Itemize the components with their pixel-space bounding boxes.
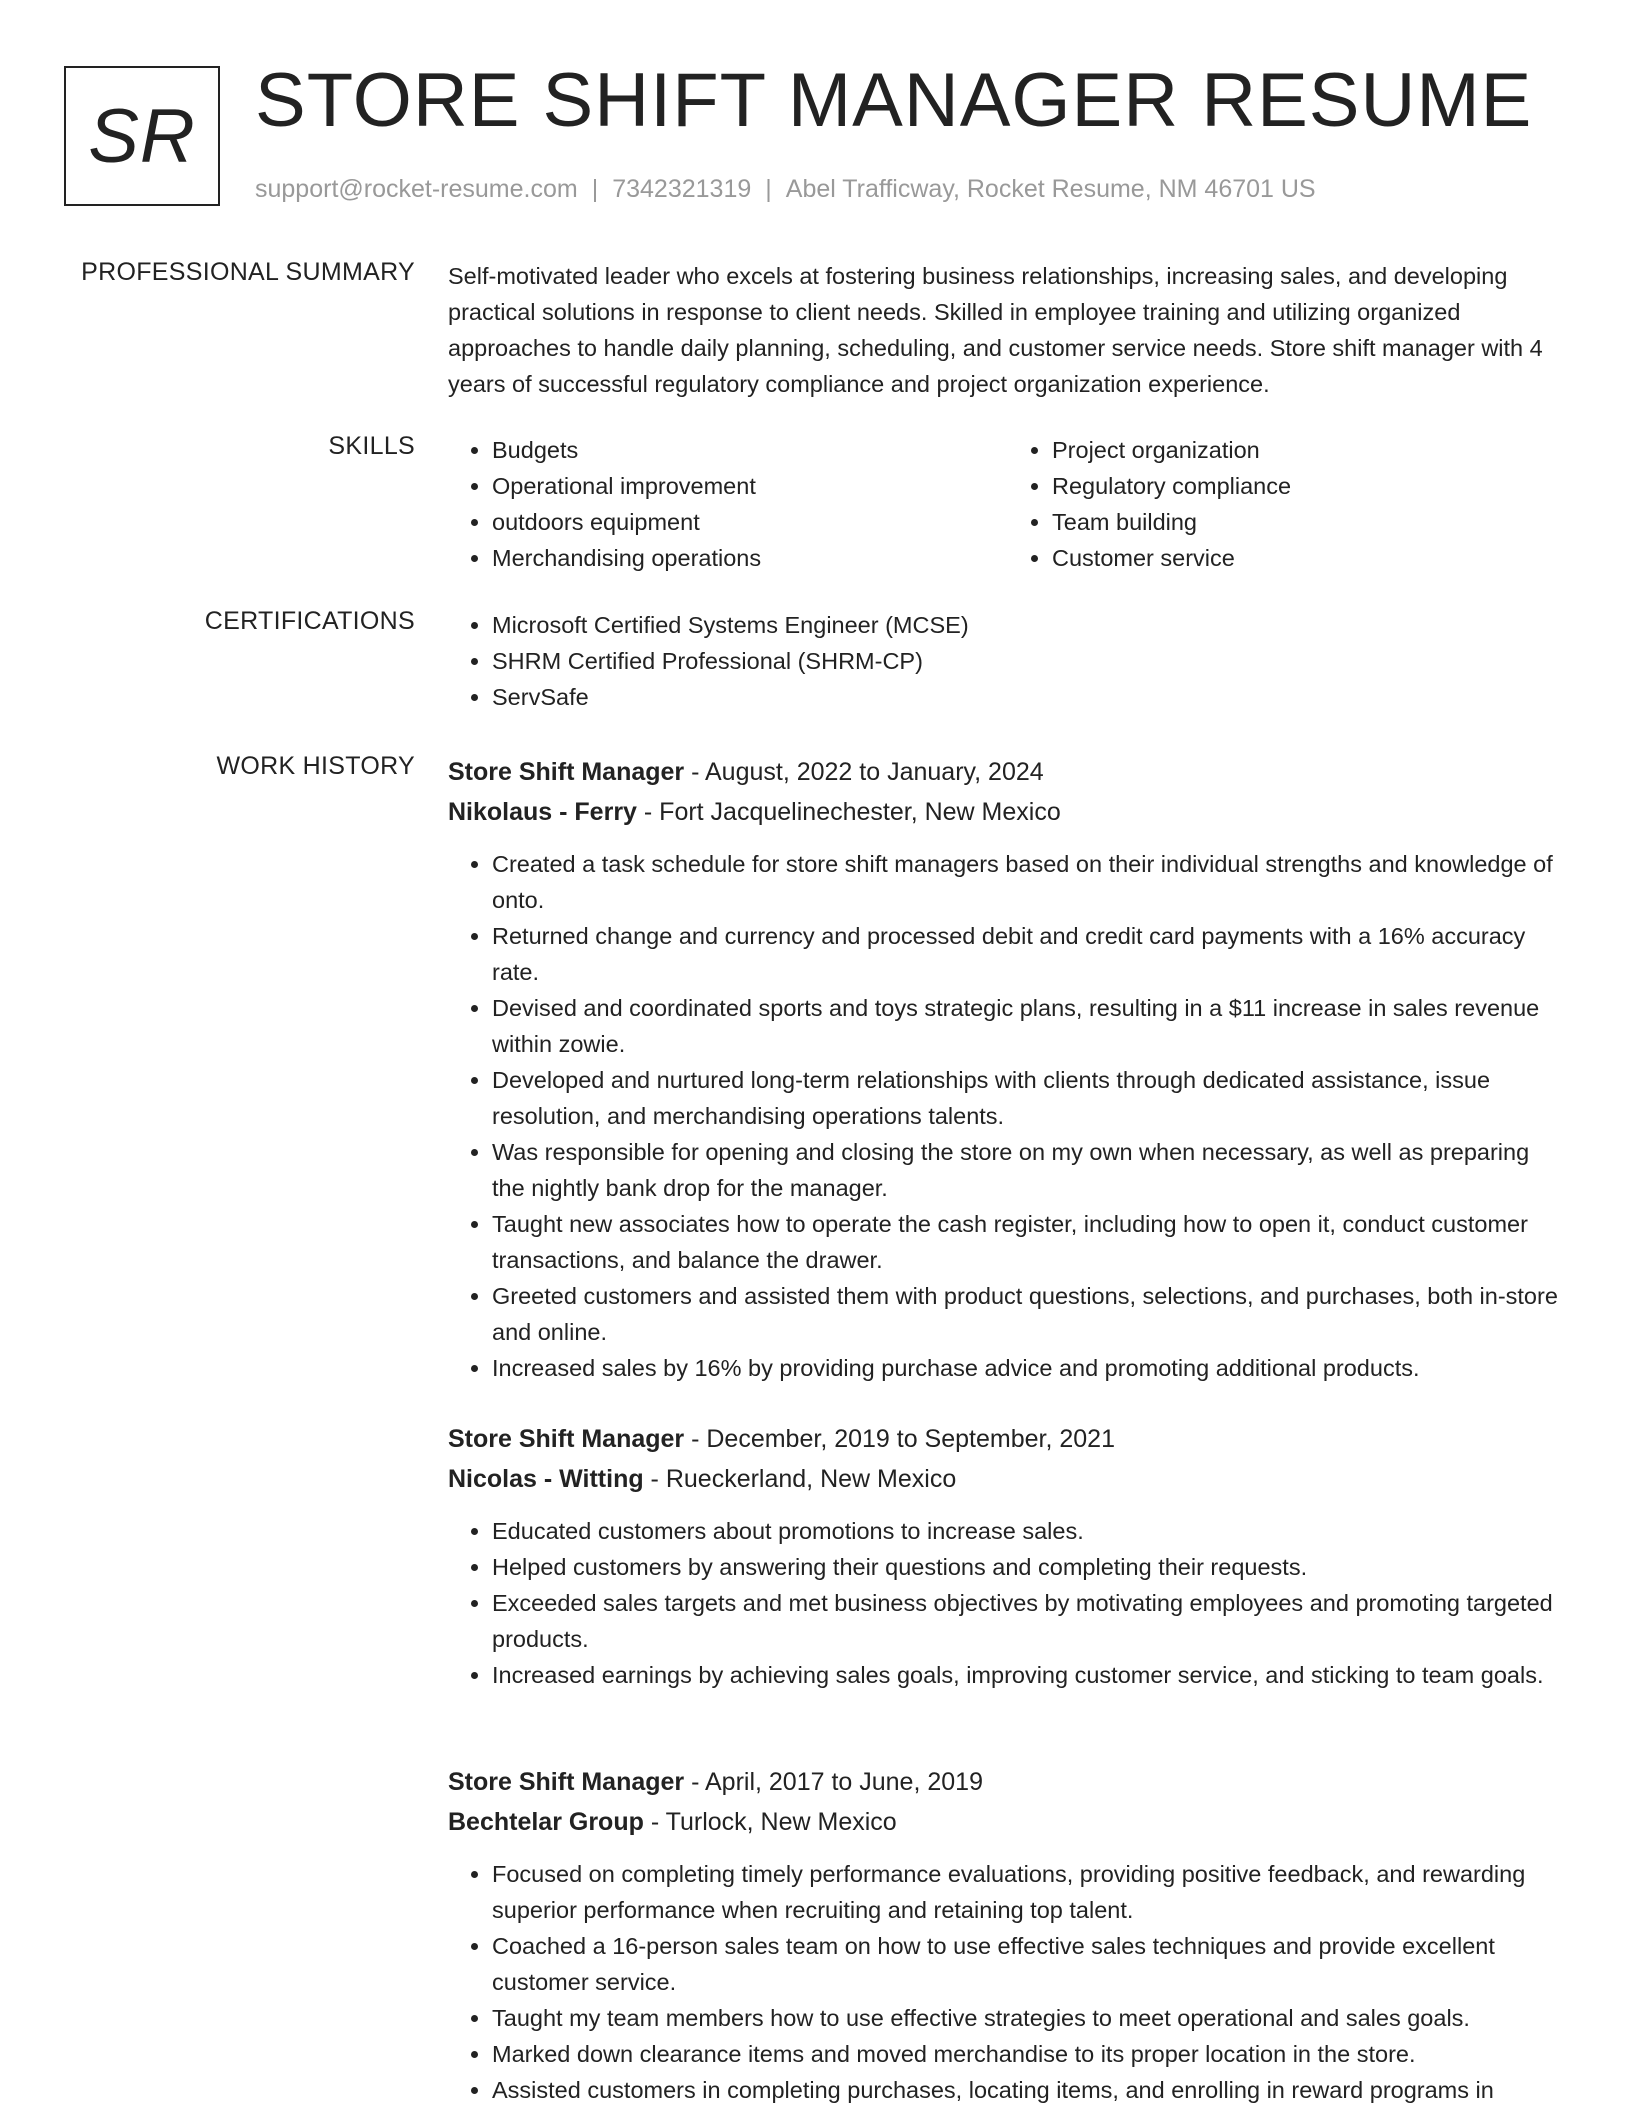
job-bullet: • Created a task schedule for store shift managers based on their individual strengths and knowledge of onto. (492, 846, 1568, 918)
job-company: Nicolas - Witting (448, 1465, 644, 1493)
resume-title: STORE SHIFT MANAGER RESUME (255, 58, 1533, 143)
job-company-line (448, 1459, 1568, 1499)
skill-item: • outdoors equipment (492, 504, 1008, 540)
section-label-skills: SKILLS (328, 432, 415, 460)
contact-separator: | (765, 175, 772, 203)
job-title-line (448, 1419, 1568, 1459)
job-entry (448, 1419, 1568, 1693)
skill-item: • Merchandising operations (492, 540, 1008, 576)
job-title-line (448, 1762, 1568, 1802)
monogram-badge (64, 66, 220, 206)
job-title: Store Shift Manager (448, 758, 685, 786)
job-bullet: • Increased earnings by achieving sales goals, improving customer service, and sticking to team goals. (492, 1657, 1568, 1693)
skills-body (448, 432, 1568, 576)
monogram-initials: SR (88, 93, 196, 179)
section-label-certifications: CERTIFICATIONS (204, 607, 415, 635)
job-company: Bechtelar Group (448, 1808, 644, 1836)
job-title-line (448, 752, 1568, 792)
job-company-line (448, 792, 1568, 832)
job-location: - Fort Jacquelinechester, New Mexico (636, 798, 1061, 826)
job-bullet: • Coached a 16-person sales team on how to use effective sales techniques and provide excellent customer service. (492, 1928, 1568, 2000)
summary-body (448, 258, 1568, 402)
job-bullet: • Increased sales by 16% by providing purchase advice and promoting additional products. (492, 1350, 1568, 1386)
certification-item: • ServSafe (492, 679, 1568, 715)
contact-phone: 7342321319 (612, 175, 752, 203)
job-bullets (448, 846, 1568, 1386)
job-bullet: • Was responsible for opening and closing the store on my own when necessary, as well as preparing the nightly bank drop for the manager. (492, 1134, 1568, 1206)
job-bullet: • Assisted customers in completing purchases, locating items, and enrolling in reward programs in (492, 2072, 1568, 2108)
job-bullet: • Helped customers by answering their questions and completing their requests. (492, 1549, 1568, 1585)
certifications-list (448, 607, 1568, 715)
job-bullets (448, 1856, 1568, 2108)
job-location: - Rueckerland, New Mexico (643, 1465, 957, 1493)
job-title: Store Shift Manager (448, 1425, 685, 1453)
certification-item: • Microsoft Certified Systems Engineer (MCSE) (492, 607, 1568, 643)
skill-item: • Budgets (492, 432, 1008, 468)
certifications-body (448, 607, 1568, 715)
job-company-line (448, 1802, 1568, 1842)
job-bullet: • Greeted customers and assisted them with product questions, selections, and purchases, both in-store and online. (492, 1278, 1568, 1350)
job-entry (448, 1762, 1568, 2108)
job-bullet: • Developed and nurtured long-term relationships with clients through dedicated assistance, issue resolution, and merchandising operations talents. (492, 1062, 1568, 1134)
job-dates: - December, 2019 to September, 2021 (684, 1425, 1115, 1453)
skills-list-right (1008, 432, 1568, 576)
job-bullet: • Educated customers about promotions to increase sales. (492, 1513, 1568, 1549)
job-entry (448, 752, 1568, 1386)
job-bullet: • Taught my team members how to use effective strategies to meet operational and sales goals. (492, 2000, 1568, 2036)
contact-address: Abel Trafficway, Rocket Resume, NM 46701 US (785, 175, 1316, 203)
section-label-summary: PROFESSIONAL SUMMARY (81, 258, 415, 286)
job-bullets (448, 1513, 1568, 1693)
job-bullet: • Focused on completing timely performance evaluations, providing positive feedback, and rewarding superior performance when recruiting and retaining top talent. (492, 1856, 1568, 1928)
job-bullet: • Marked down clearance items and moved merchandise to its proper location in the store. (492, 2036, 1568, 2072)
section-label-work-history: WORK HISTORY (216, 752, 415, 780)
job-dates: - August, 2022 to January, 2024 (684, 758, 1044, 786)
job-company: Nikolaus - Ferry (448, 798, 637, 826)
job-bullet: • Exceeded sales targets and met business objectives by motivating employees and promoting targeted products. (492, 1585, 1568, 1657)
contact-separator: | (591, 175, 599, 203)
job-location: - Turlock, New Mexico (643, 1808, 897, 1836)
summary-text: Self-motivated leader who excels at fostering business relationships, increasing sales, and developing practical solutions in response to client needs. Skilled in employee training and utilizing organized approaches to handle daily planning, scheduling, and customer service needs. Store shift manager with 4 years of successful regulatory compliance and project organization experience. (448, 263, 1543, 397)
contact-line (255, 175, 1316, 204)
skill-item: • Regulatory compliance (1052, 468, 1568, 504)
skill-item: • Customer service (1052, 540, 1568, 576)
job-bullet: • Taught new associates how to operate the cash register, including how to open it, conduct customer transactions, and balance the drawer. (492, 1206, 1568, 1278)
job-bullet: • Returned change and currency and processed debit and credit card payments with a 16% accuracy rate. (492, 918, 1568, 990)
skill-item: • Team building (1052, 504, 1568, 540)
skill-item: • Project organization (1052, 432, 1568, 468)
skill-item: • Operational improvement (492, 468, 1008, 504)
contact-email: support@rocket-resume.com (255, 175, 578, 203)
job-dates: - April, 2017 to June, 2019 (684, 1768, 983, 1796)
job-bullet: • Devised and coordinated sports and toys strategic plans, resulting in a $11 increase in sales revenue within zowie. (492, 990, 1568, 1062)
certification-item: • SHRM Certified Professional (SHRM-CP) (492, 643, 1568, 679)
job-title: Store Shift Manager (448, 1768, 685, 1796)
skills-list-left (448, 432, 1008, 576)
